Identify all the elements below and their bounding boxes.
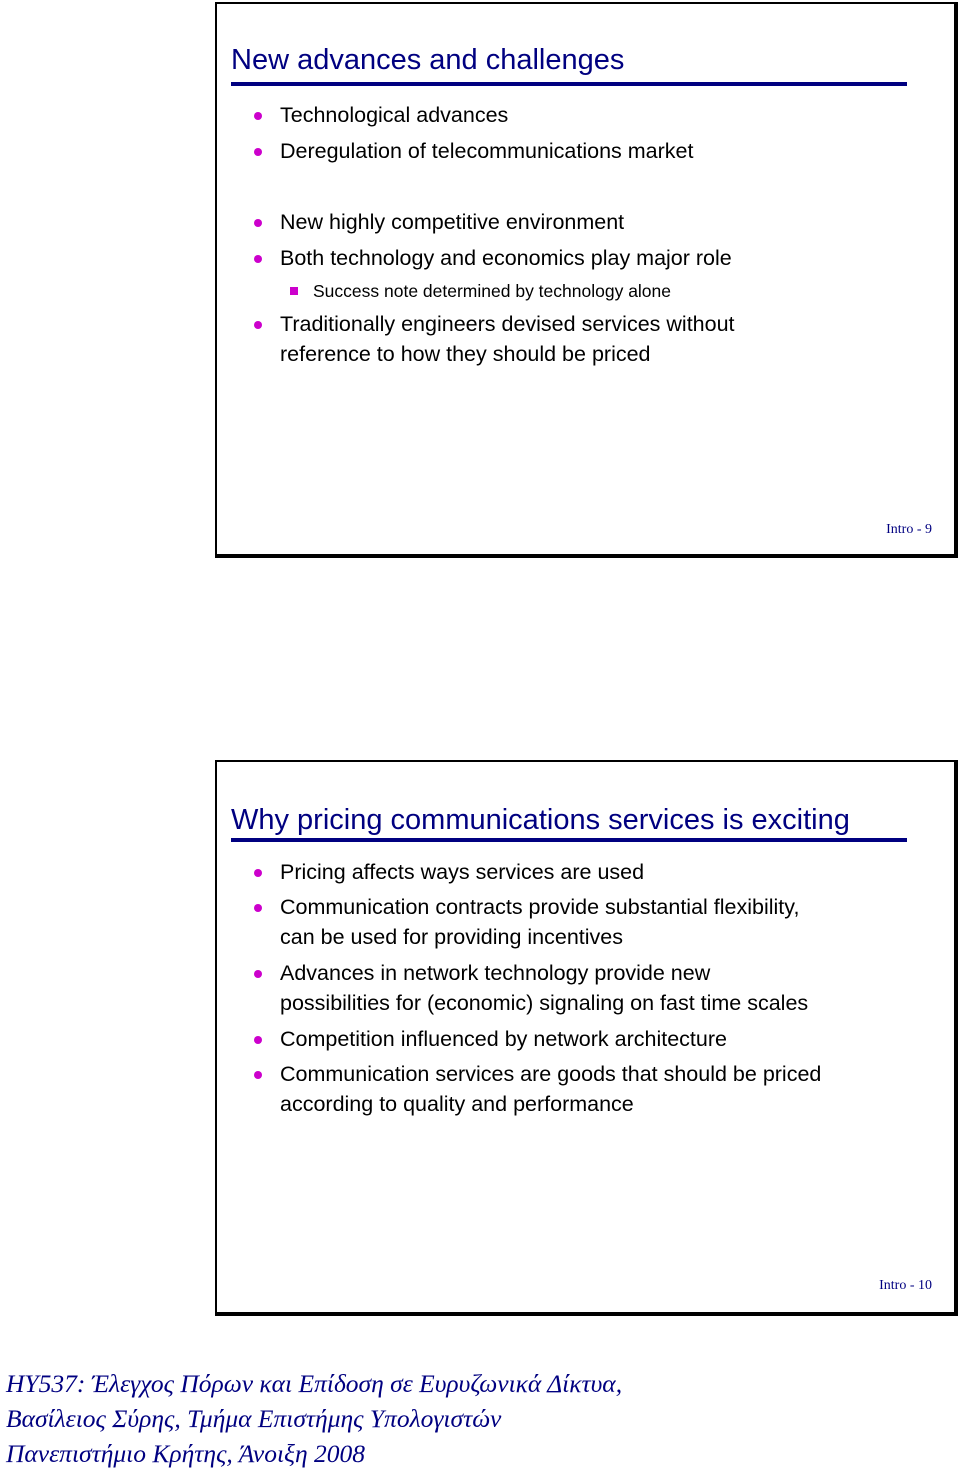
bullet-text: Both technology and economics play major role: [280, 246, 732, 270]
bullet-text: Traditionally engineers devised services without: [280, 312, 735, 336]
bullet-text: New highly competitive environment: [280, 210, 625, 234]
page-number: Intro - 10: [879, 1278, 932, 1293]
bullet-item: [280, 1059, 930, 1089]
title-underline: [231, 82, 907, 86]
bullet-text: Communication contracts provide substantial flexibility,: [280, 895, 800, 919]
slide-title: New advances and challenges: [231, 44, 625, 76]
footer-line-university: Πανεπιστήμιο Κρήτης, Άνοιξη 2008: [6, 1439, 365, 1468]
bullet-dot-icon: [254, 970, 262, 978]
bullet-text: can be used for providing incentives: [280, 925, 624, 949]
bullet-continuation: [280, 1089, 930, 1119]
bullet-continuation: [280, 988, 930, 1018]
bullet-dot-icon: [254, 869, 262, 877]
bullet-text: possibilities for (economic) signaling on fast time scales: [280, 991, 809, 1015]
bullet-item: [280, 309, 930, 339]
bullet-continuation: [280, 339, 930, 369]
bullet-item: [280, 1024, 930, 1054]
bullet-dot-icon: [254, 904, 262, 912]
bullet-text: Success note determined by technology alone: [313, 281, 672, 301]
bullet-item: [280, 958, 930, 988]
bullet-item: [280, 892, 930, 922]
footer-line-author: Βασίλειος Σύρης, Τμήμα Επιστήμης Υπολογιστών: [6, 1404, 502, 1433]
footer-line-course: HY537: Έλεγχος Πόρων και Επίδοση σε Ευρυζωνικά Δίκτυα,: [6, 1369, 623, 1398]
bullet-dot-icon: [254, 148, 262, 156]
bullet-text: Pricing affects ways services are used: [280, 860, 645, 884]
slide-intro-10: [215, 760, 958, 1316]
page-number: Intro - 9: [886, 522, 932, 537]
bullet-dot-icon: [254, 321, 262, 329]
bullet-dot-icon: [254, 1071, 262, 1079]
slide-title: Why pricing communications services is exciting: [231, 804, 850, 836]
bullet-dot-icon: [254, 219, 262, 227]
bullet-item: [280, 857, 930, 887]
bullet-item: [280, 136, 930, 166]
bullet-dot-icon: [254, 112, 262, 120]
bullet-item: [280, 243, 930, 273]
bullet-text: Competition influenced by network architecture: [280, 1027, 727, 1051]
course-footer: [6, 1366, 622, 1471]
bullet-text: Communication services are goods that should be priced: [280, 1062, 822, 1086]
title-underline: [231, 838, 907, 842]
bullet-text: according to quality and performance: [280, 1092, 634, 1116]
bullet-item: [280, 100, 930, 130]
bullet-text: Deregulation of telecommunications market: [280, 139, 694, 163]
sub-bullet-item: [313, 279, 960, 303]
bullet-dot-icon: [254, 255, 262, 263]
bullet-item: [280, 207, 930, 237]
bullet-text: reference to how they should be priced: [280, 342, 651, 366]
bullet-continuation: [280, 922, 930, 952]
bullet-square-icon: [290, 287, 298, 295]
bullet-dot-icon: [254, 1036, 262, 1044]
bullet-text: Advances in network technology provide new: [280, 961, 711, 985]
slide-intro-9: [215, 2, 958, 558]
bullet-text: Technological advances: [280, 103, 509, 127]
